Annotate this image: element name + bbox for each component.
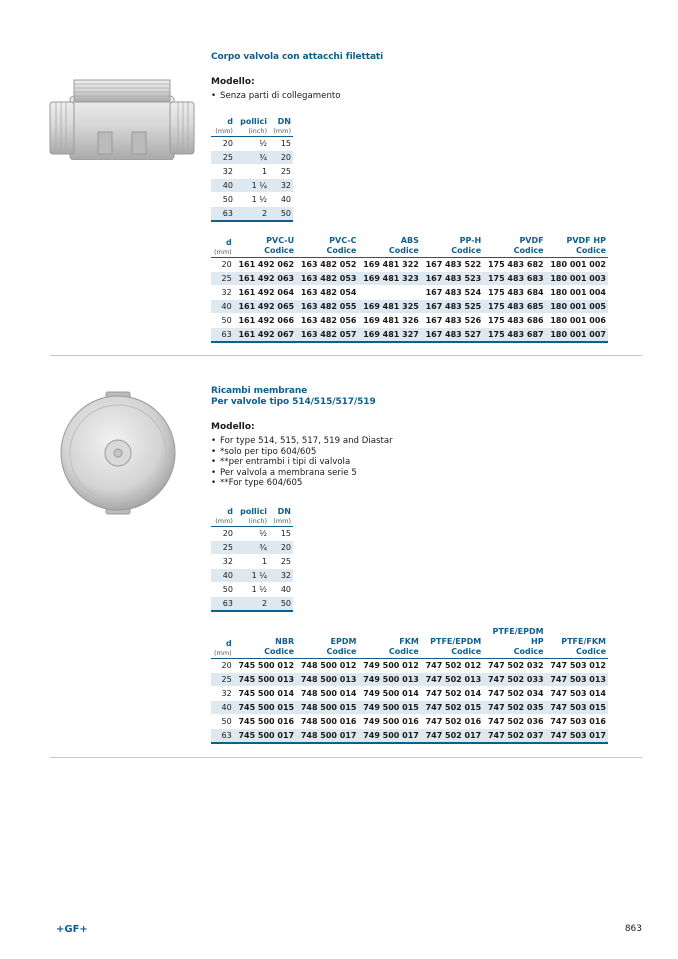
table-cell: 180 001 006 [546, 314, 608, 328]
table-cell: 161 492 066 [234, 314, 296, 328]
table-row [211, 328, 608, 343]
page-number: 863 [624, 924, 642, 934]
table-cell: 32 [269, 569, 293, 583]
col-fkm: FKM Codice [358, 627, 420, 659]
table-row [211, 151, 293, 165]
table-cell: 747 503 017 [546, 729, 608, 744]
gf-logo: +GF+ [56, 924, 88, 935]
table-cell [358, 286, 420, 300]
table-row [211, 659, 608, 673]
table-cell: 161 492 063 [234, 272, 296, 286]
table-row [211, 207, 293, 222]
table-cell: 745 500 014 [234, 687, 296, 701]
bullet-item: • Per valvola a membrana serie 5 [211, 468, 393, 479]
table-cell: 32 [269, 179, 293, 193]
table-cell: 745 500 015 [234, 701, 296, 715]
table-cell: ½ [235, 137, 269, 151]
table-cell: 749 500 015 [358, 701, 420, 715]
section2-dimension-table [211, 507, 293, 612]
table-cell: 50 [269, 207, 293, 222]
table-cell: 175 483 686 [483, 314, 545, 328]
bullet-item: • *solo per tipo 604/605 [211, 447, 393, 458]
table-cell: 63 [211, 597, 235, 612]
section1-model-heading: Modello: [211, 77, 255, 87]
col-pvdf: PVDF Codice [483, 236, 545, 258]
col-pvdf-hp: PVDF HP Codice [546, 236, 608, 258]
bullet-item: • For type 514, 515, 517, 519 and Diastar [211, 436, 393, 447]
col-epdm: EPDM Codice [296, 627, 358, 659]
table-row [211, 165, 293, 179]
table-cell: 167 483 523 [421, 272, 483, 286]
table-cell: 167 483 522 [421, 258, 483, 272]
table-cell: ½ [235, 527, 269, 541]
table-cell: 747 502 036 [483, 715, 545, 729]
table-cell: 32 [211, 165, 235, 179]
table-cell: 180 001 005 [546, 300, 608, 314]
col-dn: DN (mm) [269, 117, 293, 137]
table-cell: 169 481 323 [358, 272, 420, 286]
table-cell: 25 [211, 541, 235, 555]
table-cell: 749 500 012 [358, 659, 420, 673]
table-cell: 40 [269, 193, 293, 207]
col-abs: ABS Codice [358, 236, 420, 258]
section2-model-heading: Modello: [211, 422, 255, 432]
table-cell: ¾ [235, 541, 269, 555]
table-cell: 747 502 035 [483, 701, 545, 715]
table-cell: 32 [211, 555, 235, 569]
table-cell: 163 482 055 [296, 300, 358, 314]
table-cell: 745 500 013 [234, 673, 296, 687]
table-cell: 1 ¼ [235, 569, 269, 583]
col-pp-h: PP-H Codice [421, 236, 483, 258]
table-cell: 169 481 322 [358, 258, 420, 272]
table-cell: 50 [211, 583, 235, 597]
table-cell: 169 481 327 [358, 328, 420, 343]
table-cell: 161 492 064 [234, 286, 296, 300]
table-cell: 163 482 052 [296, 258, 358, 272]
table-cell: 15 [269, 527, 293, 541]
col-d: d (mm) [211, 507, 235, 527]
table-cell: 747 502 037 [483, 729, 545, 744]
table-cell: 63 [211, 729, 234, 744]
table-row [211, 527, 293, 541]
table-row [211, 555, 293, 569]
bullet-item: • Senza parti di collegamento [211, 91, 341, 102]
bullet-item: • **For type 604/605 [211, 478, 393, 489]
table-cell: 747 503 013 [546, 673, 608, 687]
table-cell: 2 [235, 207, 269, 222]
table-cell: ¾ [235, 151, 269, 165]
table-cell: 747 502 033 [483, 673, 545, 687]
col-nbr: NBR Codice [234, 627, 296, 659]
section-divider [50, 355, 642, 356]
table-cell: 40 [211, 300, 234, 314]
table-row [211, 286, 608, 300]
section1-code-table [211, 236, 608, 343]
table-cell: 748 500 017 [296, 729, 358, 744]
table-cell: 175 483 685 [483, 300, 545, 314]
valve-body-image [48, 78, 196, 160]
table-cell: 747 503 012 [546, 659, 608, 673]
table-cell: 175 483 684 [483, 286, 545, 300]
table-cell: 180 001 002 [546, 258, 608, 272]
section2-bullets [211, 436, 393, 489]
table-cell: 747 502 015 [421, 701, 483, 715]
col-ptfe-epdm-hp: PTFE/EPDM HP Codice [483, 627, 545, 659]
table-row [211, 179, 293, 193]
table-cell: 40 [269, 583, 293, 597]
section1-bullets [211, 91, 341, 102]
table-cell: 745 500 017 [234, 729, 296, 744]
table-cell: 20 [269, 151, 293, 165]
section1-title: Corpo valvola con attacchi filettati [211, 52, 384, 62]
table-cell: 20 [211, 527, 235, 541]
table-cell: 32 [211, 687, 234, 701]
col-d: d (mm) [211, 236, 234, 258]
table-cell: 747 503 015 [546, 701, 608, 715]
table-cell: 161 492 067 [234, 328, 296, 343]
table-cell: 747 502 012 [421, 659, 483, 673]
table-cell: 747 502 013 [421, 673, 483, 687]
table-cell: 167 483 524 [421, 286, 483, 300]
table-cell: 20 [211, 659, 234, 673]
table-cell: 40 [211, 569, 235, 583]
section2-title-line2: Per valvole tipo 514/515/517/519 [211, 397, 376, 407]
table-cell: 20 [211, 137, 235, 151]
table-cell: 167 483 527 [421, 328, 483, 343]
table-cell: 163 482 054 [296, 286, 358, 300]
table-cell: 1 ½ [235, 583, 269, 597]
table-cell: 40 [211, 701, 234, 715]
col-d: d (mm) [211, 627, 234, 659]
col-pollici: pollici (inch) [235, 117, 269, 137]
table-cell: 749 500 017 [358, 729, 420, 744]
table-cell: 1 [235, 165, 269, 179]
table-row [211, 673, 608, 687]
section2-title-line1: Ricambi membrane [211, 386, 308, 396]
table-cell: 747 502 016 [421, 715, 483, 729]
table-cell: 747 502 014 [421, 687, 483, 701]
table-row [211, 583, 293, 597]
table-cell: 175 483 687 [483, 328, 545, 343]
table-row [211, 715, 608, 729]
table-cell: 25 [211, 272, 234, 286]
col-pvc-c: PVC-C Codice [296, 236, 358, 258]
table-cell: 169 481 325 [358, 300, 420, 314]
table-cell: 25 [269, 555, 293, 569]
table-row [211, 300, 608, 314]
table-cell: 747 503 014 [546, 687, 608, 701]
col-dn: DN (mm) [269, 507, 293, 527]
table-cell: 25 [211, 151, 235, 165]
table-cell: 50 [211, 715, 234, 729]
table-cell: 748 500 015 [296, 701, 358, 715]
table-row [211, 687, 608, 701]
table-cell: 748 500 016 [296, 715, 358, 729]
table-cell: 748 500 012 [296, 659, 358, 673]
table-cell: 32 [211, 286, 234, 300]
table-cell: 749 500 016 [358, 715, 420, 729]
table-cell: 175 483 682 [483, 258, 545, 272]
table-cell: 163 482 057 [296, 328, 358, 343]
table-cell: 747 502 034 [483, 687, 545, 701]
table-cell: 748 500 013 [296, 673, 358, 687]
table-cell: 2 [235, 597, 269, 612]
table-cell: 50 [211, 193, 235, 207]
table-cell: 175 483 683 [483, 272, 545, 286]
col-d: d (mm) [211, 117, 235, 137]
table-cell: 161 492 065 [234, 300, 296, 314]
col-ptfe-epdm: PTFE/EPDM Codice [421, 627, 483, 659]
table-cell: 180 001 003 [546, 272, 608, 286]
col-ptfe-fkm: PTFE/FKM Codice [546, 627, 608, 659]
table-row [211, 272, 608, 286]
table-cell: 25 [269, 165, 293, 179]
table-cell: 1 ½ [235, 193, 269, 207]
table-cell: 747 502 032 [483, 659, 545, 673]
table-row [211, 569, 293, 583]
section2-code-table [211, 627, 608, 744]
table-row [211, 137, 293, 151]
table-cell: 180 001 007 [546, 328, 608, 343]
section2-title [211, 386, 376, 408]
table-cell: 163 482 053 [296, 272, 358, 286]
section-divider [50, 757, 642, 758]
table-cell: 20 [269, 541, 293, 555]
bullet-item: • **per entrambi i tipi di valvola [211, 457, 393, 468]
table-cell: 749 500 013 [358, 673, 420, 687]
table-cell: 20 [211, 258, 234, 272]
table-cell: 745 500 012 [234, 659, 296, 673]
col-pvc-u: PVC-U Codice [234, 236, 296, 258]
table-cell: 748 500 014 [296, 687, 358, 701]
table-cell: 63 [211, 328, 234, 343]
table-cell: 50 [211, 314, 234, 328]
table-cell: 169 481 326 [358, 314, 420, 328]
table-cell: 167 483 526 [421, 314, 483, 328]
table-cell: 747 502 017 [421, 729, 483, 744]
table-cell: 167 483 525 [421, 300, 483, 314]
col-pollici: pollici (inch) [235, 507, 269, 527]
table-cell: 50 [269, 597, 293, 612]
table-cell: 163 482 056 [296, 314, 358, 328]
table-row [211, 541, 293, 555]
table-cell: 180 001 004 [546, 286, 608, 300]
table-cell: 15 [269, 137, 293, 151]
table-row [211, 729, 608, 744]
table-row [211, 597, 293, 612]
table-cell: 1 ¼ [235, 179, 269, 193]
table-cell: 745 500 016 [234, 715, 296, 729]
table-cell: 161 492 062 [234, 258, 296, 272]
table-cell: 749 500 014 [358, 687, 420, 701]
table-cell: 63 [211, 207, 235, 222]
table-row [211, 314, 608, 328]
table-cell: 1 [235, 555, 269, 569]
membrane-image [58, 390, 178, 516]
table-row [211, 193, 293, 207]
table-cell: 747 503 016 [546, 715, 608, 729]
table-row [211, 701, 608, 715]
section1-dimension-table [211, 117, 293, 222]
table-row [211, 258, 608, 272]
table-cell: 40 [211, 179, 235, 193]
table-cell: 25 [211, 673, 234, 687]
